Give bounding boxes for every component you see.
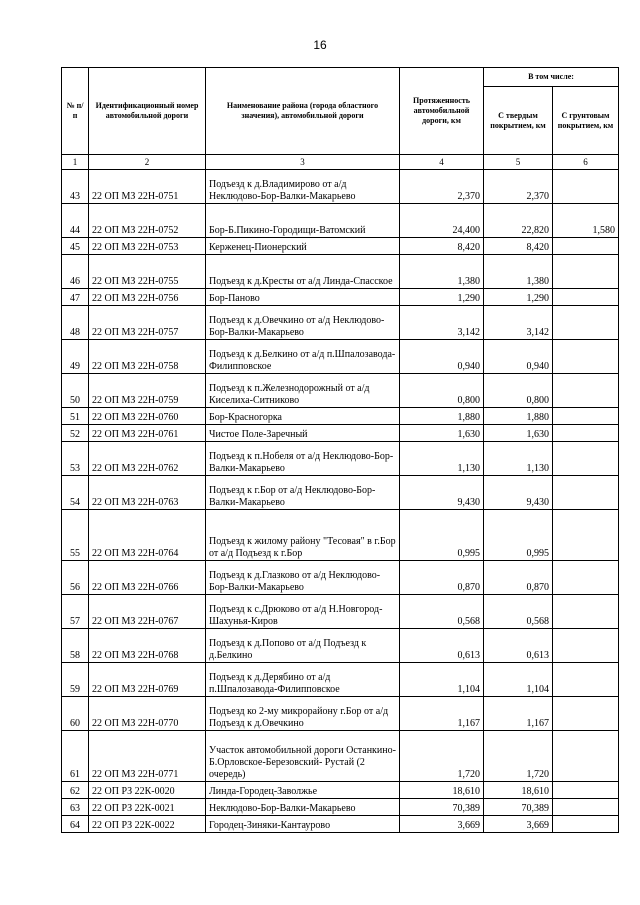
row-number: 62 bbox=[62, 782, 89, 799]
road-length: 2,370 bbox=[400, 170, 484, 204]
hard-surface-length: 0,613 bbox=[484, 629, 553, 663]
ground-surface-length bbox=[553, 731, 619, 782]
road-length: 3,669 bbox=[400, 816, 484, 833]
road-length: 0,800 bbox=[400, 374, 484, 408]
hard-surface-length: 0,940 bbox=[484, 340, 553, 374]
road-id: 22 ОП МЗ 22Н-0764 bbox=[89, 510, 206, 561]
ground-surface-length bbox=[553, 255, 619, 289]
row-number: 53 bbox=[62, 442, 89, 476]
column-number: 4 bbox=[400, 155, 484, 170]
road-id: 22 ОП МЗ 22Н-0766 bbox=[89, 561, 206, 595]
header-hard: С твердым покрытием, км bbox=[484, 87, 553, 155]
road-name: Подъезд к д.Дерябино от а/д п.Шпалозавода-Филипповское bbox=[206, 663, 400, 697]
table-row bbox=[62, 476, 619, 510]
road-length: 0,613 bbox=[400, 629, 484, 663]
road-id: 22 ОП РЗ 22К-0022 bbox=[89, 816, 206, 833]
hard-surface-length: 22,820 bbox=[484, 204, 553, 238]
road-name: Подъезд к д.Кресты от а/д Линда-Спасское bbox=[206, 255, 400, 289]
hard-surface-length: 0,568 bbox=[484, 595, 553, 629]
road-id: 22 ОП МЗ 22Н-0753 bbox=[89, 238, 206, 255]
row-number: 56 bbox=[62, 561, 89, 595]
row-number: 48 bbox=[62, 306, 89, 340]
table-row bbox=[62, 170, 619, 204]
ground-surface-length bbox=[553, 476, 619, 510]
road-length: 18,610 bbox=[400, 782, 484, 799]
road-length: 1,167 bbox=[400, 697, 484, 731]
ground-surface-length bbox=[553, 561, 619, 595]
hard-surface-length: 2,370 bbox=[484, 170, 553, 204]
table-row bbox=[62, 731, 619, 782]
table-row bbox=[62, 816, 619, 833]
road-name: Подъезд к п.Железнодорожный от а/д Киселиха-Ситниково bbox=[206, 374, 400, 408]
table-row bbox=[62, 663, 619, 697]
hard-surface-length: 1,290 bbox=[484, 289, 553, 306]
table-body bbox=[62, 170, 619, 833]
column-number: 1 bbox=[62, 155, 89, 170]
road-name: Подъезд к д.Попово от а/д Подъезд к д.Белкино bbox=[206, 629, 400, 663]
road-id: 22 ОП МЗ 22Н-0751 bbox=[89, 170, 206, 204]
row-number: 58 bbox=[62, 629, 89, 663]
road-length: 0,995 bbox=[400, 510, 484, 561]
row-number: 59 bbox=[62, 663, 89, 697]
row-number: 63 bbox=[62, 799, 89, 816]
road-length: 1,104 bbox=[400, 663, 484, 697]
ground-surface-length bbox=[553, 340, 619, 374]
row-number: 52 bbox=[62, 425, 89, 442]
road-id: 22 ОП МЗ 22Н-0768 bbox=[89, 629, 206, 663]
ground-surface-length bbox=[553, 510, 619, 561]
row-number: 51 bbox=[62, 408, 89, 425]
road-id: 22 ОП МЗ 22Н-0763 bbox=[89, 476, 206, 510]
header-name: Наименование района (города областного значения), автомобильной дороги bbox=[206, 68, 400, 155]
ground-surface-length bbox=[553, 442, 619, 476]
road-name: Керженец-Пионерский bbox=[206, 238, 400, 255]
road-name: Подъезд к с.Дрюково от а/д Н.Новгород-Шахунья-Киров bbox=[206, 595, 400, 629]
table-row bbox=[62, 510, 619, 561]
road-id: 22 ОП МЗ 22Н-0758 bbox=[89, 340, 206, 374]
row-number: 55 bbox=[62, 510, 89, 561]
road-name: Подъезд к д.Глазково от а/д Неклюдово-Бор-Валки-Макарьево bbox=[206, 561, 400, 595]
road-id: 22 ОП МЗ 22Н-0757 bbox=[89, 306, 206, 340]
road-name: Подъезд к д.Владимирово от а/д Неклюдово-Бор-Валки-Макарьево bbox=[206, 170, 400, 204]
hard-surface-length: 1,880 bbox=[484, 408, 553, 425]
table-row bbox=[62, 629, 619, 663]
header-group: В том числе: bbox=[484, 68, 619, 87]
table-row bbox=[62, 238, 619, 255]
road-id: 22 ОП МЗ 22Н-0767 bbox=[89, 595, 206, 629]
column-number: 6 bbox=[553, 155, 619, 170]
header-id: Идентификационный номер автомобильной дороги bbox=[89, 68, 206, 155]
road-id: 22 ОП МЗ 22Н-0759 bbox=[89, 374, 206, 408]
road-length: 3,142 bbox=[400, 306, 484, 340]
row-number: 46 bbox=[62, 255, 89, 289]
ground-surface-length bbox=[553, 425, 619, 442]
table-row bbox=[62, 289, 619, 306]
row-number: 57 bbox=[62, 595, 89, 629]
hard-surface-length: 9,430 bbox=[484, 476, 553, 510]
road-length: 0,940 bbox=[400, 340, 484, 374]
road-name: Подъезд к г.Бор от а/д Неклюдово-Бор-Валки-Макарьево bbox=[206, 476, 400, 510]
ground-surface-length bbox=[553, 629, 619, 663]
road-name: Городец-Зиняки-Кантаурово bbox=[206, 816, 400, 833]
road-id: 22 ОП РЗ 22К-0021 bbox=[89, 799, 206, 816]
hard-surface-length: 70,389 bbox=[484, 799, 553, 816]
road-id: 22 ОП РЗ 22К-0020 bbox=[89, 782, 206, 799]
road-length: 1,130 bbox=[400, 442, 484, 476]
row-number: 47 bbox=[62, 289, 89, 306]
table-row bbox=[62, 425, 619, 442]
road-name: Бор-Красногорка bbox=[206, 408, 400, 425]
road-length: 70,389 bbox=[400, 799, 484, 816]
row-number: 50 bbox=[62, 374, 89, 408]
ground-surface-length bbox=[553, 799, 619, 816]
road-length: 1,290 bbox=[400, 289, 484, 306]
road-length: 1,630 bbox=[400, 425, 484, 442]
row-number: 64 bbox=[62, 816, 89, 833]
hard-surface-length: 3,142 bbox=[484, 306, 553, 340]
road-name: Подъезд к жилому району "Тесовая" в г.Бор от а/д Подъезд к г.Бор bbox=[206, 510, 400, 561]
road-id: 22 ОП МЗ 22Н-0770 bbox=[89, 697, 206, 731]
road-length: 1,380 bbox=[400, 255, 484, 289]
header-num: № п/п bbox=[62, 68, 89, 155]
row-number: 43 bbox=[62, 170, 89, 204]
column-number: 5 bbox=[484, 155, 553, 170]
hard-surface-length: 3,669 bbox=[484, 816, 553, 833]
road-name: Подъезд к д.Белкино от а/д п.Шпалозавода-Филипповское bbox=[206, 340, 400, 374]
road-length: 8,420 bbox=[400, 238, 484, 255]
road-name: Подъезд к п.Нобеля от а/д Неклюдово-Бор-Валки-Макарьево bbox=[206, 442, 400, 476]
hard-surface-length: 0,870 bbox=[484, 561, 553, 595]
table-row bbox=[62, 340, 619, 374]
road-id: 22 ОП МЗ 22Н-0761 bbox=[89, 425, 206, 442]
hard-surface-length: 1,167 bbox=[484, 697, 553, 731]
column-number: 2 bbox=[89, 155, 206, 170]
row-number: 49 bbox=[62, 340, 89, 374]
ground-surface-length bbox=[553, 595, 619, 629]
road-length: 9,430 bbox=[400, 476, 484, 510]
row-number: 61 bbox=[62, 731, 89, 782]
hard-surface-length: 18,610 bbox=[484, 782, 553, 799]
header-ground: С грунтовым покрытием, км bbox=[553, 87, 619, 155]
road-length: 0,568 bbox=[400, 595, 484, 629]
road-length: 1,720 bbox=[400, 731, 484, 782]
road-length: 0,870 bbox=[400, 561, 484, 595]
road-id: 22 ОП МЗ 22Н-0756 bbox=[89, 289, 206, 306]
ground-surface-length bbox=[553, 306, 619, 340]
hard-surface-length: 0,800 bbox=[484, 374, 553, 408]
road-name: Бор-Паново bbox=[206, 289, 400, 306]
ground-surface-length: 1,580 bbox=[553, 204, 619, 238]
road-id: 22 ОП МЗ 22Н-0762 bbox=[89, 442, 206, 476]
table-row bbox=[62, 697, 619, 731]
ground-surface-length bbox=[553, 170, 619, 204]
ground-surface-length bbox=[553, 408, 619, 425]
header-length: Протяженность автомобильной дороги, км bbox=[400, 68, 484, 155]
road-name: Подъезд к д.Овечкино от а/д Неклюдово-Бор-Валки-Макарьево bbox=[206, 306, 400, 340]
row-number: 54 bbox=[62, 476, 89, 510]
road-name: Участок автомобильной дороги Останкино-Б.Орловское-Березовский- Рустай (2 очередь) bbox=[206, 731, 400, 782]
table-row bbox=[62, 374, 619, 408]
table-row bbox=[62, 306, 619, 340]
road-name: Неклюдово-Бор-Валки-Макарьево bbox=[206, 799, 400, 816]
column-numbers-row bbox=[62, 155, 619, 170]
hard-surface-length: 8,420 bbox=[484, 238, 553, 255]
hard-surface-length: 1,104 bbox=[484, 663, 553, 697]
ground-surface-length bbox=[553, 238, 619, 255]
hard-surface-length: 0,995 bbox=[484, 510, 553, 561]
road-id: 22 ОП МЗ 22Н-0769 bbox=[89, 663, 206, 697]
hard-surface-length: 1,720 bbox=[484, 731, 553, 782]
table-row bbox=[62, 561, 619, 595]
ground-surface-length bbox=[553, 374, 619, 408]
table-row bbox=[62, 799, 619, 816]
hard-surface-length: 1,380 bbox=[484, 255, 553, 289]
ground-surface-length bbox=[553, 289, 619, 306]
road-name: Подъезд ко 2-му микрорайону г.Бор от а/д Подъезд к д.Овечкино bbox=[206, 697, 400, 731]
road-id: 22 ОП МЗ 22Н-0755 bbox=[89, 255, 206, 289]
column-number: 3 bbox=[206, 155, 400, 170]
table-row bbox=[62, 204, 619, 238]
row-number: 45 bbox=[62, 238, 89, 255]
page-number: 16 bbox=[313, 38, 327, 52]
ground-surface-length bbox=[553, 782, 619, 799]
row-number: 44 bbox=[62, 204, 89, 238]
road-length: 1,880 bbox=[400, 408, 484, 425]
table-row bbox=[62, 442, 619, 476]
roads-table bbox=[61, 67, 619, 833]
table-row bbox=[62, 408, 619, 425]
table-row bbox=[62, 595, 619, 629]
table-row bbox=[62, 782, 619, 799]
road-name: Линда-Городец-Заволжье bbox=[206, 782, 400, 799]
table-row bbox=[62, 255, 619, 289]
hard-surface-length: 1,630 bbox=[484, 425, 553, 442]
road-name: Бор-Б.Пикино-Городищи-Ватомский bbox=[206, 204, 400, 238]
row-number: 60 bbox=[62, 697, 89, 731]
road-id: 22 ОП МЗ 22Н-0752 bbox=[89, 204, 206, 238]
road-id: 22 ОП МЗ 22Н-0760 bbox=[89, 408, 206, 425]
ground-surface-length bbox=[553, 697, 619, 731]
hard-surface-length: 1,130 bbox=[484, 442, 553, 476]
road-id: 22 ОП МЗ 22Н-0771 bbox=[89, 731, 206, 782]
ground-surface-length bbox=[553, 816, 619, 833]
road-length: 24,400 bbox=[400, 204, 484, 238]
ground-surface-length bbox=[553, 663, 619, 697]
road-name: Чистое Поле-Заречный bbox=[206, 425, 400, 442]
